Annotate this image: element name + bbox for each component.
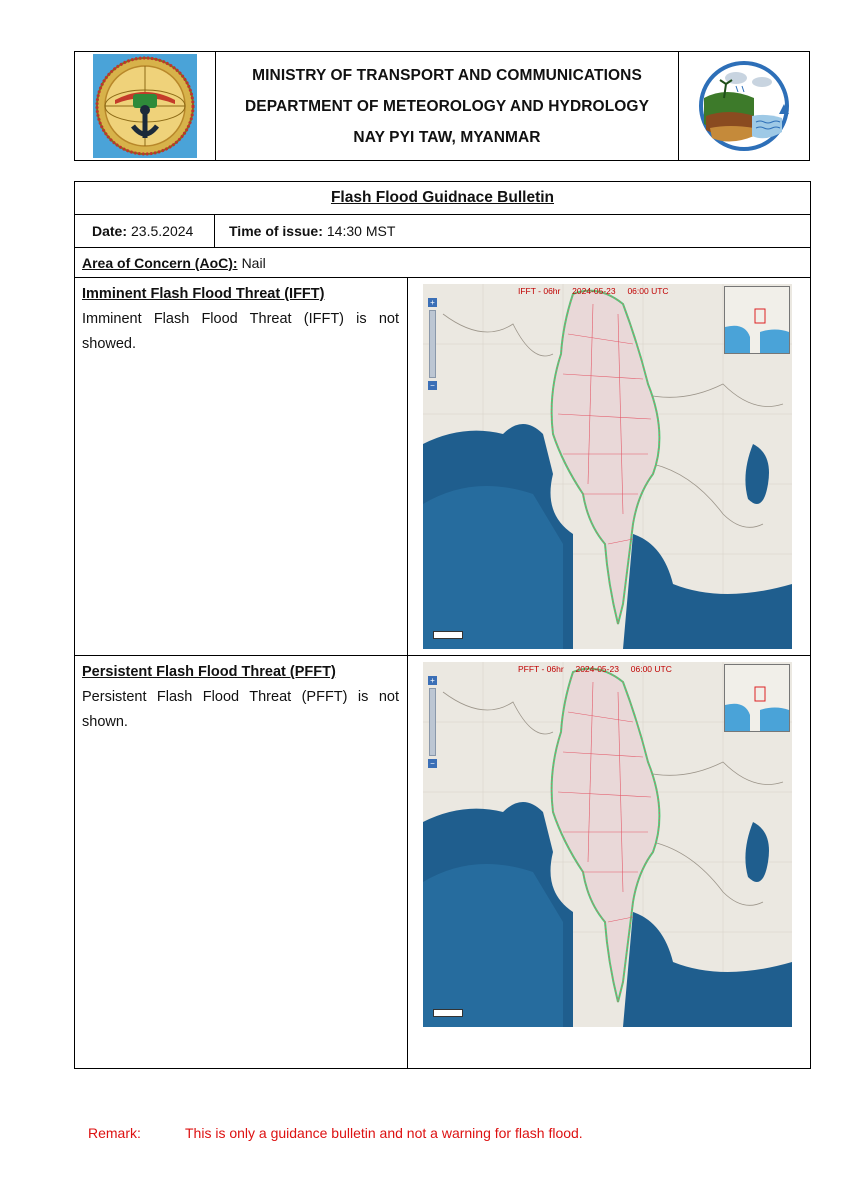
date-value: 23.5.2024	[131, 223, 194, 239]
overview-map-icon	[725, 287, 789, 353]
ministry-name: MINISTRY OF TRANSPORT AND COMMUNICATIONS	[252, 66, 642, 84]
ifft-map	[423, 284, 792, 649]
pfft-map	[423, 662, 792, 1027]
remark-label: Remark:	[88, 1125, 141, 1141]
pfft-row	[75, 656, 810, 1068]
time-value: 14:30 MST	[326, 223, 396, 239]
pfft-text-cell	[75, 656, 408, 1068]
ifft-row	[75, 278, 810, 656]
department-emblem-logo	[678, 52, 809, 160]
pfft-map-cell	[408, 656, 810, 1068]
pfft-map-caption: PFFT - 06hr 2024-05-23 06:00 UTC	[518, 664, 672, 674]
zoom-out-button[interactable]: −	[428, 381, 437, 390]
letterhead	[74, 51, 810, 161]
ifft-map-cell	[408, 278, 810, 655]
zoom-out-button[interactable]: −	[428, 759, 437, 768]
pfft-overview-inset	[724, 664, 790, 732]
aoc-label: Area of Concern (AoC):	[82, 254, 238, 271]
hydrological-cycle-icon	[696, 58, 792, 154]
zoom-slider[interactable]	[429, 310, 436, 378]
department-name: DEPARTMENT OF METEOROLOGY AND HYDROLOGY	[244, 97, 650, 115]
ifft-text-cell	[75, 278, 408, 655]
remark	[88, 1125, 583, 1141]
date-cell	[75, 215, 215, 247]
pfft-description: Persistent Flash Flood Threat (PFFT) is not shown.	[82, 689, 399, 730]
time-label: Time of issue:	[229, 223, 323, 239]
flash-flood-bulletin-table	[74, 181, 811, 1069]
area-of-concern-row	[75, 248, 810, 278]
zoom-in-button[interactable]: +	[428, 676, 437, 685]
overview-map-icon	[725, 665, 789, 731]
map-scale-bar	[433, 1009, 463, 1017]
remark-text: This is only a guidance bulletin and not a warning for flash flood.	[185, 1125, 583, 1141]
ifft-map-caption: IFFT - 06hr 2024-05-23 06:00 UTC	[518, 286, 669, 296]
bulletin-title: Flash Flood Guidnace Bulletin	[75, 182, 810, 215]
aoc-value: Nail	[241, 254, 266, 271]
date-label: Date:	[92, 223, 128, 239]
ministry-emblem-logo	[75, 52, 216, 160]
ministry-emblem-icon	[93, 54, 197, 158]
location: NAY PYI TAW, MYANMAR	[353, 128, 541, 146]
pfft-title: Persistent Flash Flood Threat (PFFT)	[82, 664, 336, 680]
ifft-description: Imminent Flash Flood Threat (IFFT) is not showed.	[82, 311, 399, 352]
ifft-title: Imminent Flash Flood Threat (IFFT)	[82, 286, 325, 302]
issue-info-row	[75, 215, 810, 248]
map-scale-bar	[433, 631, 463, 639]
time-cell	[215, 215, 395, 247]
ifft-overview-inset	[724, 286, 790, 354]
zoom-slider[interactable]	[429, 688, 436, 756]
letterhead-title	[216, 52, 678, 160]
zoom-in-button[interactable]: +	[428, 298, 437, 307]
